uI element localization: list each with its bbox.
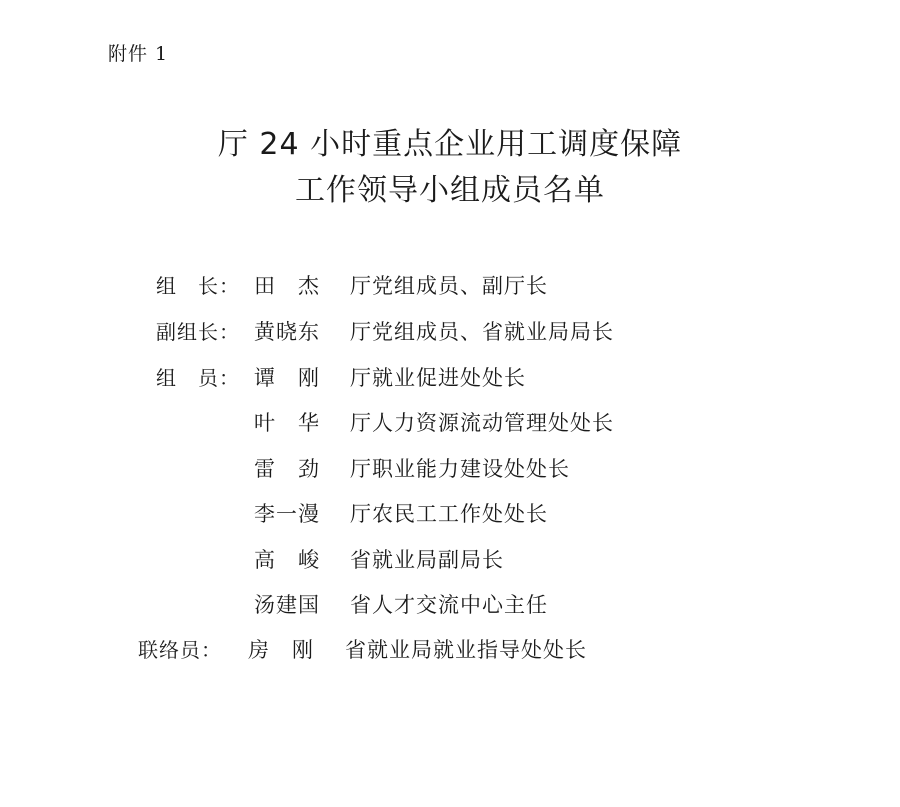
member-position: 厅党组成员、副厅长 — [350, 274, 548, 298]
member-row — [0, 266, 900, 306]
member-position: 厅人力资源流动管理处处长 — [350, 411, 614, 435]
member-name: 田 杰 — [254, 274, 320, 298]
document-title — [0, 122, 900, 214]
member-name: 雷 劲 — [254, 457, 320, 481]
member-name: 汤建国 — [254, 593, 320, 617]
member-role: 副组长： — [156, 320, 240, 344]
member-row — [0, 358, 900, 398]
member-role: 组 员： — [156, 366, 240, 390]
member-position: 厅农民工工作处处长 — [350, 502, 548, 526]
member-role: 组 长： — [156, 274, 240, 298]
attachment-label: 附件 1 — [108, 43, 169, 65]
member-name: 黄晓东 — [254, 320, 320, 344]
member-row — [0, 540, 900, 580]
title-line-1: 厅 24 小时重点企业用工调度保障 — [217, 127, 683, 162]
member-row — [0, 585, 900, 625]
liaison-role: 联络员： — [138, 638, 222, 662]
member-position: 省就业局副局长 — [350, 548, 504, 572]
title-line-2: 工作领导小组成员名单 — [295, 173, 605, 208]
liaison-row — [0, 630, 900, 670]
member-row — [0, 494, 900, 534]
member-row — [0, 403, 900, 443]
member-position: 厅职业能力建设处处长 — [350, 457, 570, 481]
member-name: 李一漫 — [254, 502, 320, 526]
member-position: 厅党组成员、省就业局局长 — [350, 320, 614, 344]
liaison-position: 省就业局就业指导处处长 — [345, 638, 587, 662]
liaison-name: 房 刚 — [248, 638, 314, 662]
member-position: 省人才交流中心主任 — [350, 593, 548, 617]
member-name: 叶 华 — [254, 411, 320, 435]
member-position: 厅就业促进处处长 — [350, 366, 526, 390]
member-name: 高 峻 — [254, 548, 320, 572]
member-name: 谭 刚 — [254, 366, 320, 390]
member-row — [0, 312, 900, 352]
member-row — [0, 449, 900, 489]
